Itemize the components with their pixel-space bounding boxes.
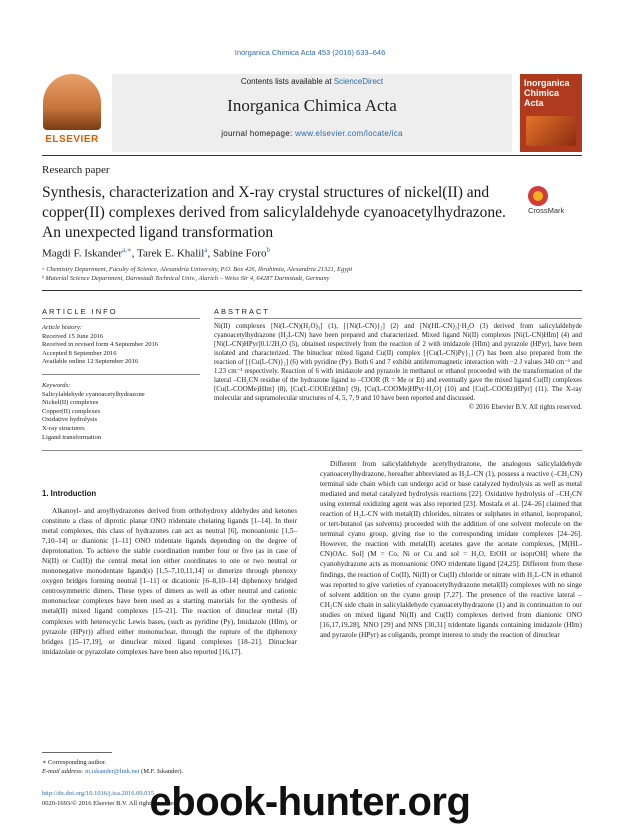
author-name[interactable]: Tarek E. Khalil <box>137 247 205 260</box>
corresponding-author-note: ∗ Corresponding author. <box>42 759 107 766</box>
masthead <box>112 74 512 152</box>
author-list <box>42 246 270 260</box>
elsevier-logo[interactable] <box>42 74 102 152</box>
author-affiliation-mark[interactable]: a,∗ <box>122 246 132 254</box>
journal-cover-thumbnail[interactable] <box>520 74 582 152</box>
abstract-body <box>214 322 582 412</box>
keyword-item: Salicylaldehyde cyanoacetylhydrazone <box>42 390 145 398</box>
crossmark-label: CrossMark <box>528 206 565 215</box>
history-divider <box>42 374 200 375</box>
author-name[interactable]: Magdi F. Iskander <box>42 247 123 260</box>
author-name[interactable]: Sabine Foro <box>212 247 267 260</box>
doi-link[interactable]: http://dx.doi.org/10.1016/j.ica.2016.09.015 <box>42 790 155 797</box>
history-label: Article history: <box>42 324 83 331</box>
left-column <box>42 506 297 657</box>
journal-header <box>42 74 582 154</box>
keyword-item: Ligand transformation <box>42 433 102 441</box>
introduction-heading: 1. Introduction <box>42 489 97 498</box>
crossmark-icon <box>528 186 548 206</box>
cover-image <box>526 116 576 146</box>
homepage-prefix: journal homepage: <box>221 129 296 138</box>
footnote-rule <box>42 752 112 753</box>
email-label: E-mail address: <box>42 768 86 775</box>
body-paragraph: Alkanoyl- and aroylhydrazones derived from orthohydroxy aldehydes and ketones constitute a class of diprotic planar ONO tridentate chelating ligands [1–14]. In their metal complexes, this class of hydrazones can act as neutral [6], monoanionic [1,5–7,10–14] or dianionic [1–11] ONO tridentate ligands depending on the degree of deprotonation. To achieve the stable coordination number four or five (as in case of Ni(II) or Cu(II)) the central metal ion either coordinates to one or two neutral or mononegative monodentate ligand(s) [1,5–7,10,11,14] or dimerize through phenoxy oxygen bridges forming neutral [1–11] or dicationic [6–8,10–14] diphenoxy bridged centrosymmetric dimers. These types of dimers as well as other neutral and cationic mononuclear complexes have been used as a starting materials for the synthesis of metal(II) mixed ligand complexes [15–21]. The reaction of dinuclear metal (II) complexes with heterocyclic Lewis bases, (such as pyridine (Py), Imidazole (HIm), or pyrazole (HPyr)) afford either mononuclear, through the rupture of the diphenoxy bridges [15–17,19], or dinuclear mixed ligand complexes [18–21]. Dinuclear imidazolate or pyrazolate complexes have been also reported [16,17]. <box>42 507 297 656</box>
cover-title: Inorganica Chimica Acta <box>524 78 570 108</box>
article-title: Synthesis, characterization and X-ray crystal structures of nickel(II) and copper(II) complexes derived from salicylaldehyde cyanoacetylhydrazone. An unexpected ligand transformation <box>42 184 506 241</box>
keywords <box>42 382 200 442</box>
contents-line <box>112 77 512 86</box>
publisher-name: ELSEVIER <box>45 134 99 145</box>
article-history <box>42 324 200 367</box>
issn-line: 0020-1693/© 2016 Elsevier B.V. All rights reserved. <box>42 800 179 807</box>
abstract-text: Ni(II) complexes [Ni(L-CN)(H₂O)₃] (1), [{Ni(L-CN)}₂] (2) and [Ni(HL-CN)₂]·H₂O (3) derived from salicylaldehyde cyanoacetylhydrazone (H₂L-CN) have been prepared and characterized. Mixed ligand Ni(II) complexes [Ni(L-CN)HIm] (4) and [Ni(L-CN)HPyr]0.1/2H₂O (5), obtained respectively from the reaction of 2 with imidazole (HIm) and pyrazole (HPyr), have been isolated and characterized. The binuclear mixed ligand Cu(II) complex [{Cu(L-CN)Py}₂] (7) has been also prepared from the reaction of [{Cu(L-CN)}₂] (6) with pyridine (Py). Both 6 and 7 exhibit antiferromagnetic interaction with −2 J values 340 cm⁻¹ and 1.23 cm⁻¹ respectively. Reaction of 6 with imidazole and pyrazole in methanol or ethanol proceeded with the transformation of the lateral –CH₂CN residue of the hydrazone ligand to –COOR (R = Me or Et) and eventually gave the mixed ligand Cu(II) complexes [Cu(L-COOMe)HIm] (8), [Cu(L-COOEt)HIm] (9), [Cu(L-COOMe)HPyr·H₂O] (10) and [Cu(L-COOEt)HPyr] (11). The X-ray molecular and supramolecular structures of 4, 5, 7, 9 and 10 have been reported and discussed. <box>214 323 582 402</box>
email-suffix: (M.F. Iskander). <box>139 768 184 775</box>
email-link[interactable]: m.iskander@link.net <box>85 768 140 775</box>
right-column <box>320 459 582 640</box>
journal-homepage <box>112 129 512 138</box>
crossmark-button[interactable] <box>528 186 584 215</box>
keywords-label: Keywords: <box>42 382 71 389</box>
elsevier-tree-icon <box>43 74 101 130</box>
history-item: Received 15 June 2016 <box>42 332 104 340</box>
article-info-heading: ARTICLE INFO <box>42 307 118 316</box>
keyword-item: X-ray structures <box>42 424 85 432</box>
watermark: ebook-hunter.org <box>149 780 471 824</box>
keyword-item: Nickel(II) complexes <box>42 399 99 407</box>
keyword-item: Copper(II) complexes <box>42 407 101 415</box>
affiliation-b: ᵇ Material Science Department, Darmstadt Technical Univ., Alarich – Weiss Str 4, 64287 Darmstadt, Germany <box>42 275 330 282</box>
header-divider <box>42 155 582 156</box>
keyword-item: Oxidative hydrolysis <box>42 416 98 424</box>
email-note <box>42 768 183 775</box>
history-item: Received in revised form 4 September 2016 <box>42 341 159 349</box>
abstract-rule <box>214 318 582 319</box>
affiliation-a: ᵃ Chemistry Department, Faculty of Science, Alexandria University, P.O. Box 426, Ibrahimia, Alexandria 21321, Egypt <box>42 266 353 273</box>
author-separator: , <box>131 247 138 260</box>
history-item: Available online 12 September 2016 <box>42 358 139 366</box>
journal-title: Inorganica Chimica Acta <box>227 96 397 115</box>
body-paragraph: Different from salicylaldehyde acetylhydrazone, the analogous salicylaldehyde cyanoacetylhydrazone, hereafter abbreviated as H₂L-CN (1), possess a reactive (–CH₂CN) terminal side chain which can undergo acid or base catalyzed hydrolysis as well as metal mediated and metal catalyzed hydrolysis reactions [22]. Oxidative hydrolysis of –CH₂CN using external oxidizing agent was also reported [23]. Mostafa et al. [24–26] claimed that reaction of H₂L-CN with metal(II) chlorides, nitrates or sulphates in ethanol, isopropanol, or tert-butanol (as solvents) proceeded with the addition of one solvent molecule on the terminal cyano group, giving rise to the corresponding imidate complexes [24–26]. However, the reaction with metal(II) acetates gave the acetate complexes, [M(HL-CN)OAc. Sol] (M = Co, Ni or Cu and sol = H₂O, EtOH or isoprOH] where the cyanohydrazone acts as monoanionic ONO tridentate ligand [24,25]. Different from these findings, the reaction of Co(II), Ni(II) or Cu(II) chloride or nitrate with H₂L-CN in ethanol was reported to give varieties of cyanoacetylhydrazone metal(II) complexes with no singe of solvent addition on the cyano group [7,27]. The presence of the reactive lateral –CH₂CN side chain in salicylaldehyde cyanoacetylhydrazone (1) and in continuation to our studies on mixed ligand Ni(II) and Cu(II) complexes derived from dianionic ONO [16,17,19,28], NNO [29] and NNS [30,31] tridentate ligands containing imidazole (HIm) and pyrazole (HPyr) as coligands, prompt interest to study the reaction of dinuclear <box>320 460 582 639</box>
author-affiliation-mark[interactable]: b <box>266 246 270 254</box>
article-info-rule <box>42 318 200 319</box>
abstract-copyright: © 2016 Elsevier B.V. All rights reserved. <box>468 404 582 411</box>
journal-reference-link[interactable]: Inorganica Chimica Acta 453 (2016) 633–646 <box>234 48 386 57</box>
author-separator: , <box>207 247 213 260</box>
history-item: Accepted 8 September 2016 <box>42 349 117 357</box>
contents-prefix: Contents lists available at <box>240 77 334 86</box>
paper-type: Research paper <box>42 164 110 176</box>
sciencedirect-link[interactable]: ScienceDirect <box>333 77 384 86</box>
author-affiliation-mark[interactable]: a <box>204 246 208 254</box>
abstract-heading: ABSTRACT <box>214 307 271 316</box>
affiliation-divider <box>42 290 582 291</box>
homepage-link[interactable]: www.elsevier.com/locate/ica <box>295 129 403 138</box>
abstract-bottom-rule <box>42 450 582 451</box>
